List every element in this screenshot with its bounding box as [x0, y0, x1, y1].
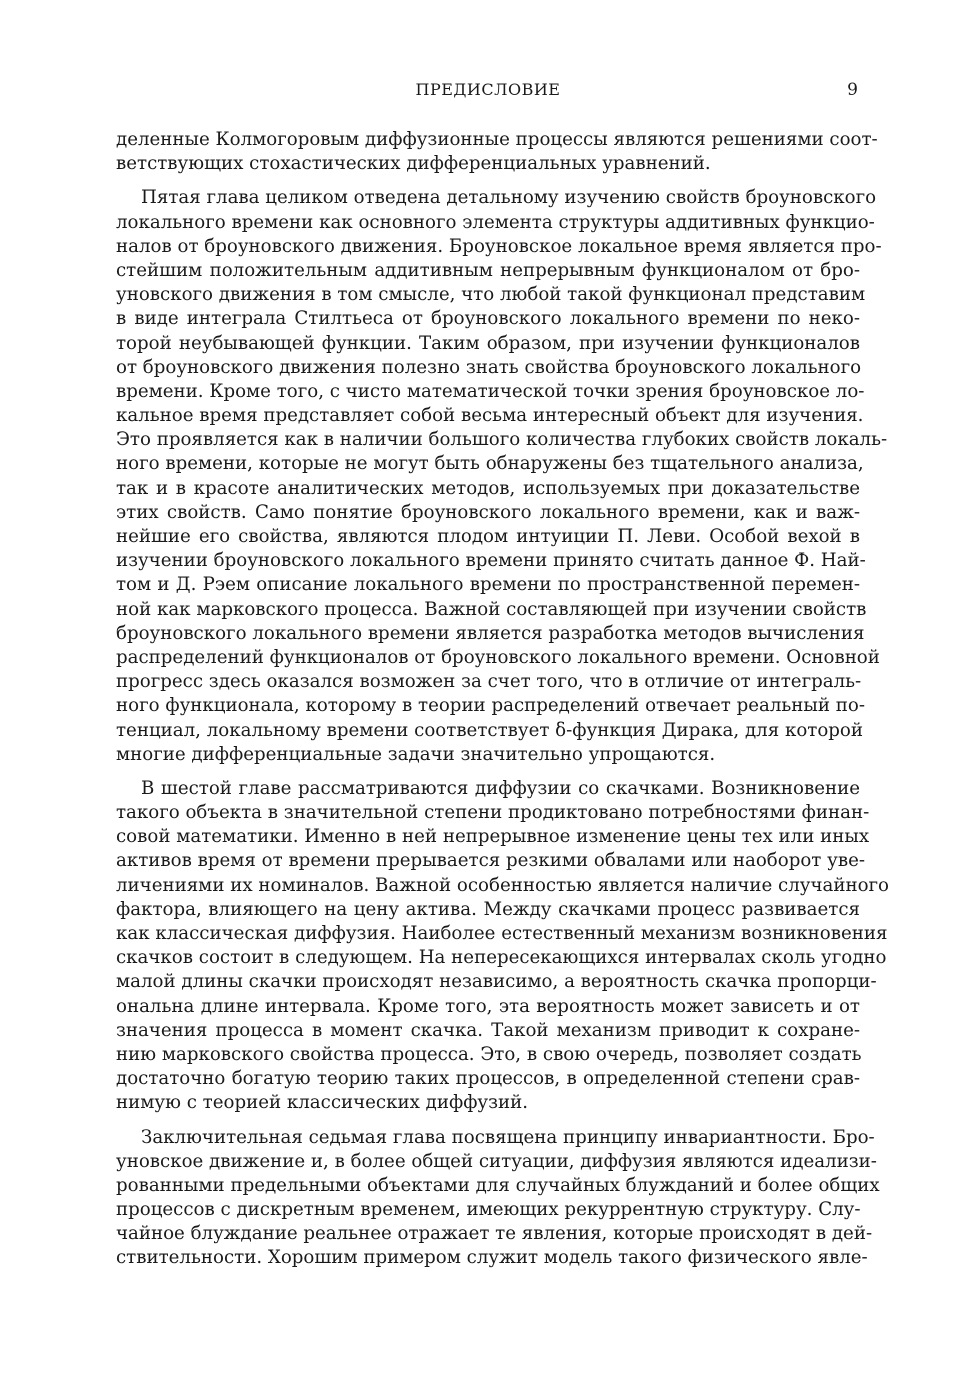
text-line: Это проявляется как в наличии большого количества глубоких свойств локаль-: [116, 429, 888, 451]
text-line: уновское движение и, в более общей ситуации, диффузия являются идеализи-: [116, 1150, 877, 1172]
text-line: ного времени, которые не могут быть обнаружены без тщательного анализа,: [116, 453, 864, 475]
running-header: [116, 80, 860, 104]
text-line: локального времени как основного элемента структуры аддитивных функцио-: [116, 211, 875, 233]
text-line: значения процесса в момент скачка. Такой механизм приводит к сохране-: [116, 1019, 860, 1041]
text-line: многие дифференциальные задачи значительно упрощаются.: [116, 743, 716, 765]
text-line: ствительности. Хорошим примером служит модель такого физического явле-: [116, 1247, 868, 1269]
text-line: нимую с теорией классических диффузий.: [116, 1092, 529, 1114]
text-line: тенциал, локальному времени соответствует δ-функция Дирака, для которой: [116, 719, 863, 741]
text-line: активов время от времени прерывается резкими обвалами или наоборот уве-: [116, 850, 865, 872]
text-line: броуновского локального времени является разработка методов вычисления: [116, 622, 865, 644]
paragraph: [116, 186, 888, 767]
text-line: ональна длине интервала. Кроме того, эта вероятность может зависеть и от: [116, 995, 860, 1017]
text-line: изучении броуновского локального времени принято считать данное Ф. Най-: [116, 550, 866, 572]
body-text: [116, 128, 889, 1281]
text-line: личениями их номиналов. Важной особенностью является наличие случайного: [116, 874, 889, 896]
text-line: нейшие его свойства, являются плодом интуиции П. Леви. Особой вехой в: [116, 526, 860, 547]
text-line: так и в красоте аналитических методов, используемых при доказательстве: [116, 477, 860, 499]
text-line: В шестой главе рассматриваются диффузии со скачками. Возникновение: [141, 777, 860, 799]
text-line: уновского движения в том смысле, что любой такой функционал представим: [116, 284, 866, 306]
text-line: кальное время представляет собой весьма интересный объект для изучения.: [116, 405, 864, 427]
chapter-title: ПРЕДИСЛОВИЕ: [415, 80, 561, 99]
text-line: такого объекта в значительной степени продиктовано потребностями финан-: [116, 802, 870, 824]
paragraph: [116, 128, 878, 176]
text-line: этих свойств. Само понятие броуновского локального времени, как и важ-: [116, 501, 860, 523]
text-line: Заключительная седьмая глава посвящена принципу инвариантности. Бро-: [141, 1126, 875, 1148]
text-line: деленные Колмогоровым диффузионные процессы являются решениями соот-: [116, 129, 878, 150]
text-line: процессов с дискретным временем, имеющих рекуррентную структуру. Слу-: [116, 1199, 861, 1221]
text-line: Пятая глава целиком отведена детальному изучению свойств броуновского: [141, 187, 877, 209]
text-line: нию марковского свойства процесса. Это, в свою очередь, позволяет создать: [116, 1043, 862, 1065]
text-line: достаточно богатую теорию таких процессов, в определенной степени срав-: [116, 1068, 860, 1090]
text-line: фактора, влияющего на цену актива. Между скачками процесс развивается: [116, 898, 860, 920]
text-line: стейшим положительным аддитивным непрерывным функционалом от бро-: [116, 259, 860, 281]
text-line: торой неубывающей функции. Таким образом, при изучении функционалов: [116, 332, 860, 354]
text-line: малой длины скачки происходят независимо, а вероятность скачка пропорци-: [116, 971, 877, 993]
text-line: как классическая диффузия. Наиболее естественный механизм возникновения: [116, 923, 888, 944]
text-line: совой математики. Именно в ней непрерывное изменение цены тех или иных: [116, 826, 870, 848]
paragraph: [116, 1126, 880, 1271]
text-line: ного функционала, которому в теории распределений отвечает реальный по-: [116, 695, 865, 717]
text-line: чайное блуждание реальнее отражает те явления, которые происходят в дей-: [116, 1223, 873, 1245]
text-line: распределений функционалов от броуновского локального времени. Основной: [116, 646, 880, 668]
text-line: налов от броуновского движения. Броуновское локальное время является про-: [116, 235, 882, 257]
text-line: ветствующих стохастических дифференциальных уравнений.: [116, 153, 711, 175]
text-line: от броуновского движения полезно знать свойства броуновского локального: [116, 356, 862, 378]
text-line: в виде интеграла Стилтьеса от броуновского локального времени по неко-: [116, 308, 860, 330]
text-line: прогресс здесь оказался возможен за счет того, что в отличие от интеграль-: [116, 671, 862, 693]
text-line: том и Д. Рэем описание локального времени по пространственной перемен-: [116, 574, 860, 596]
text-line: рованными предельными объектами для случайных блужданий и более общих: [116, 1174, 880, 1196]
paragraph: [116, 777, 889, 1116]
text-line: скачков состоит в следующем. На непересекающихся интервалах сколь угодно: [116, 947, 887, 969]
text-line: ной как марковского процесса. Важной составляющей при изучении свойств: [116, 598, 867, 620]
page-number: 9: [847, 80, 858, 100]
text-line: времени. Кроме того, с чисто математической точки зрения броуновское ло-: [116, 380, 865, 402]
